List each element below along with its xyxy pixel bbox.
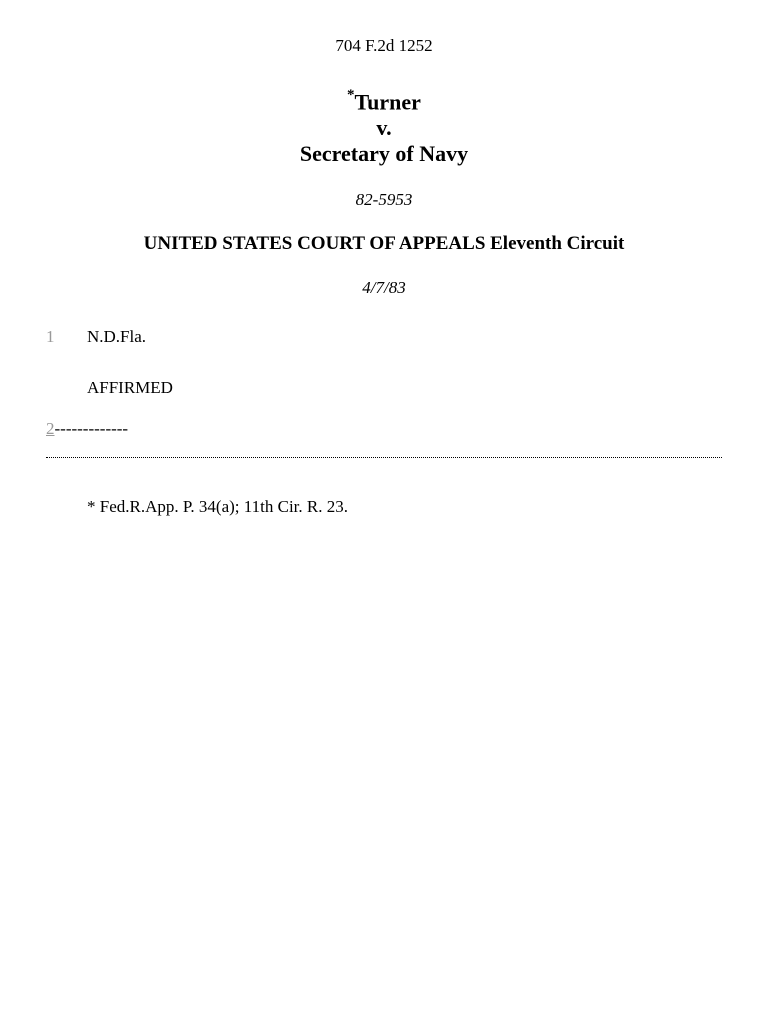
footnote-text: * Fed.R.App. P. 34(a); 11th Cir. R. 23. (87, 497, 348, 516)
case-title-party1 (0, 84, 768, 115)
docket-number: 82-5953 (355, 190, 413, 209)
case-title-versus: v. (376, 115, 392, 140)
case-title-party2: Secretary of Navy (299, 141, 469, 166)
footnote-separator-number[interactable]: 2 (46, 419, 55, 438)
citation: 704 F.2d 1252 (335, 36, 433, 55)
court-name: UNITED STATES COURT OF APPEALS Eleventh Circuit (143, 233, 625, 254)
footnote-marker[interactable]: * (347, 87, 355, 103)
paragraph-text-origin: N.D.Fla. (87, 327, 147, 346)
footnote-divider (46, 457, 722, 458)
paragraph-text-disposition: AFFIRMED (87, 378, 173, 397)
party1-name: Turner (354, 89, 421, 115)
decision-date: 4/7/83 (362, 278, 406, 297)
footnote-separator (46, 419, 128, 439)
footnote-separator-dashes: ------------- (54, 419, 129, 438)
paragraph-number[interactable]: 1 (46, 327, 55, 346)
